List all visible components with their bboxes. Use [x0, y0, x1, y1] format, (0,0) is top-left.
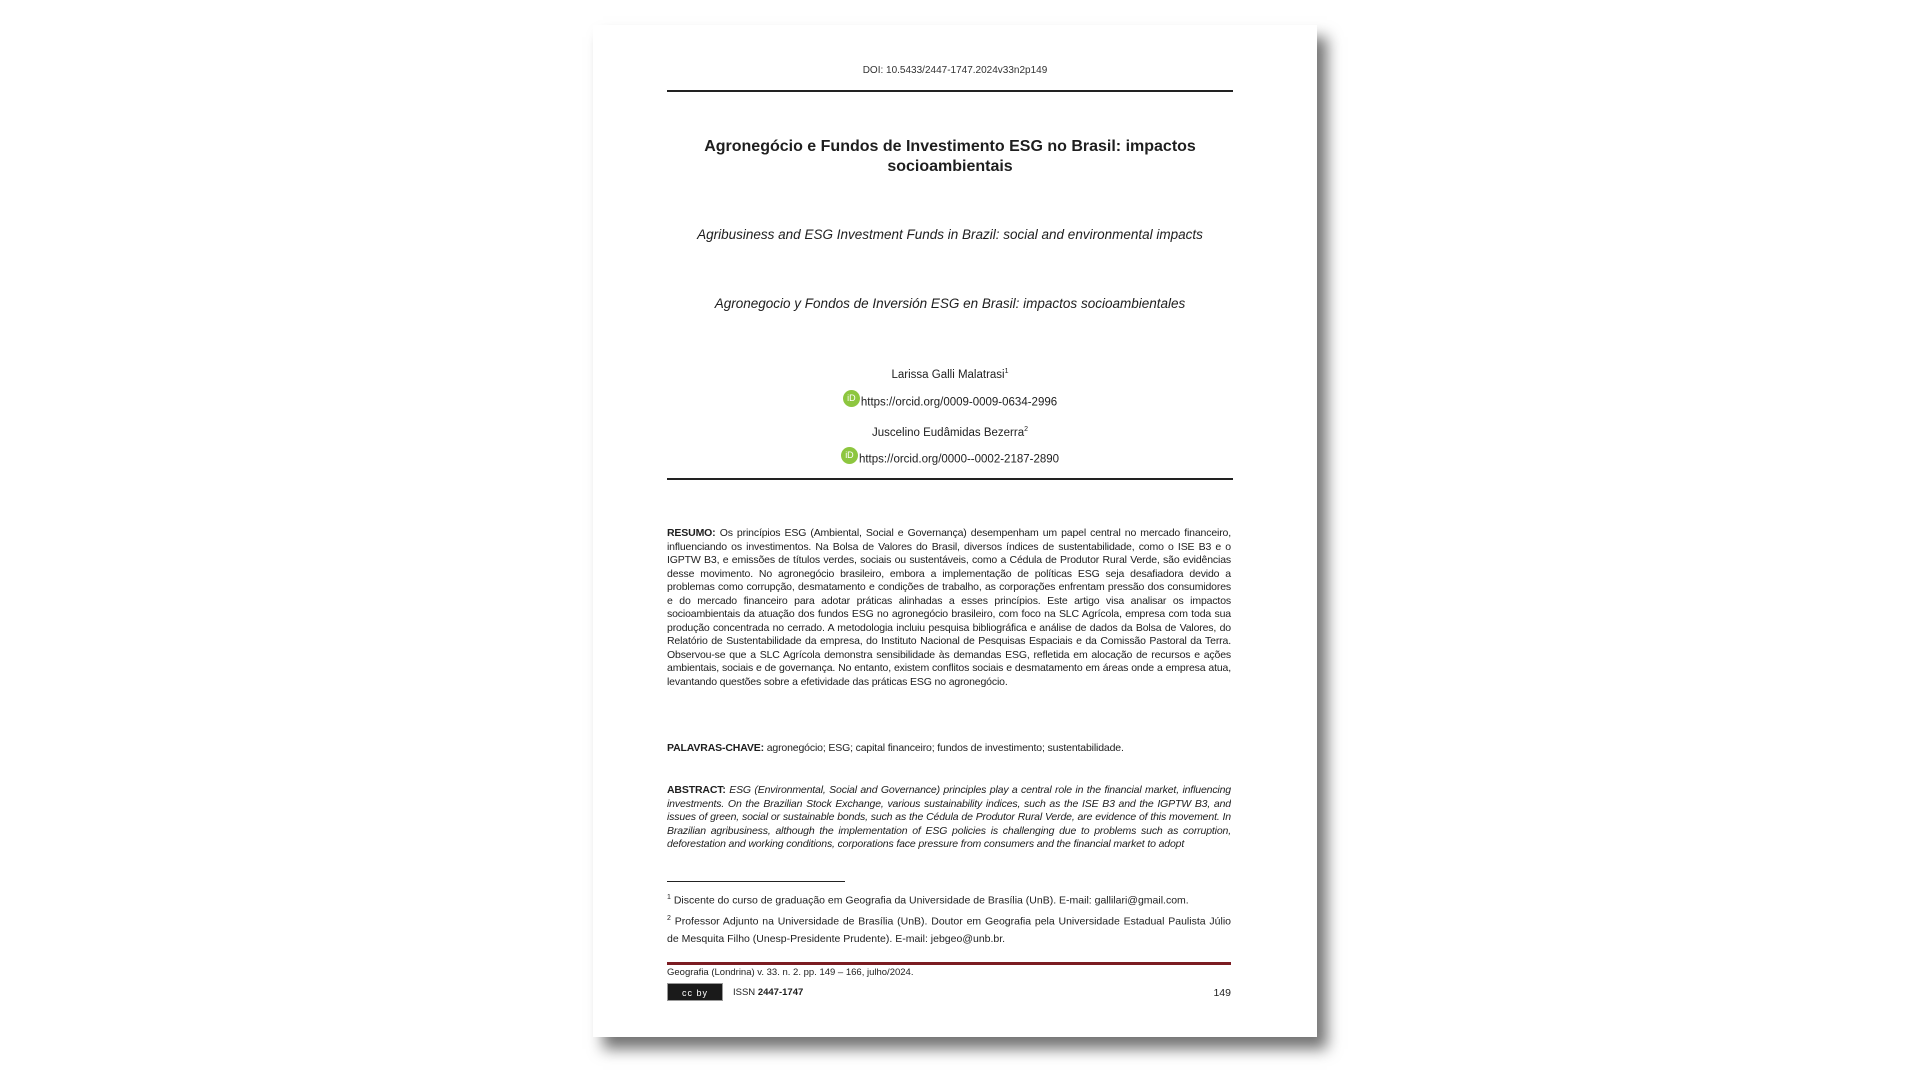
orcid-link[interactable]: https://orcid.org/0009-0009-0634-2996 [860, 396, 1058, 409]
footnote-1 [667, 889, 1231, 910]
author-name [667, 426, 1233, 439]
title-portuguese: Agronegócio e Fundos de Investimento ESG no Brasil: impactos socioambientais [704, 138, 1196, 175]
cc-license-icon[interactable]: cc by [667, 983, 723, 1001]
issn [733, 987, 803, 998]
title-english: Agribusiness and ESG Investment Funds in Brazil: social and environmental impacts [697, 227, 1203, 242]
abstract-label: ABSTRACT: [667, 784, 726, 796]
orcid-row [667, 394, 1233, 411]
keywords-paragraph [667, 742, 1231, 756]
footnote-rule [667, 881, 845, 882]
resumo-label: RESUMO: [667, 527, 716, 539]
orcid-link[interactable]: https://orcid.org/0000--0002-2187-2890 [858, 453, 1060, 466]
pdf-page [593, 25, 1317, 1037]
author-name-text: Larissa Galli Malatrasi [891, 368, 1005, 381]
abstract-paragraph [667, 784, 1231, 864]
footnote-mark: 1 [667, 894, 671, 901]
title-spanish: Agronegocio y Fondos de Inversión ESG en Brasil: impactos socioambientales [714, 296, 1186, 311]
keywords-text: agronegócio; ESG; capital financeiro; fundos de investimento; sustentabilidade. [766, 742, 1124, 754]
author-footnote-mark: 1 [1004, 368, 1009, 375]
resumo-text: Os princípios ESG (Ambiental, Social e Governança) desempenham um papel central no mercado financeiro, influenciando os investimentos. Na Bolsa de Valores do Brasil, diversos índices de sustentabilidade, como o ISE B3 e o IGPTW B3, e emissões de títulos verdes, sociais ou sustentáveis, como a Cédula de Produtor Rural Verde, são evidências desse movimento. No agronegócio brasileiro, embora a implementação de políticas ESG seja desafiadora devido a problemas como corrupção, desmatamento e condições de trabalho, as corporações enfrentam pressão dos consumidores e do mercado financeiro para adotar práticas alinhadas a esses princípios. Este artigo visa analisar os impactos socioambientais da atuação dos fundos ESG no agronegócio brasileiro, com foco na SLC Agrícola, empresa com toda sua produção concentrada no cerrado. A metodologia incluiu pesquisa bibliográfica e análise de dados da Bolsa de Valores, do Relatório de Sustentabilidade da empresa, do Instituto Nacional de Pesquisas Espaciais e da Comissão Pastoral da Terra. Observou-se que a SLC Agrícola demonstra sensibilidade às demandas ESG, refletida em alocação de recursos e ações ambientais, sociais e de governança. No entanto, existem conflitos sociais e desmatamento em áreas onde a empresa atua, levantando questões sobre a efetividade das práticas ESG no agronegócio. [667, 527, 1231, 688]
journal-citation: Geografia (Londrina) v. 33. n. 2. pp. 149 – 166, julho/2024. [667, 967, 914, 978]
footnotes [667, 889, 1231, 949]
author-footnote-mark: 2 [1024, 426, 1029, 433]
abstract-text: ESG (Environmental, Social and Governance) principles play a central role in the financial market, influencing investments. On the Brazilian Stock Exchange, various sustainability indices, such as the ISE B3 and the IGPTW B3, and issues of green, social or sustainable bonds, such as the Cédula de Produtor Rural Verde, are evidence of this movement. In Brazilian agribusiness, although the implementation of ESG policies is challenging due to problems such as corruption, deforestation and working conditions, corporations face pressure from consumers and the financial market to adopt [667, 784, 1231, 850]
author-name-text: Juscelino Eudâmidas Bezerra [871, 426, 1025, 439]
footnote-text: Professor Adjunto na Universidade de Brasília (UnB). Doutor em Geografia pela Universidade Estadual Paulista Júlio de Mesquita Filho (Unesp-Presidente Prudente). E-mail: jebgeo@unb.br. [667, 915, 1231, 945]
footnote-text: Discente do curso de graduação em Geografia da Universidade de Brasília (UnB). E-mail: gallilari@gmail.com. [673, 894, 1189, 907]
authors-bottom-rule [667, 478, 1233, 480]
doi-text[interactable]: DOI: 10.5433/2447-1747.2024v33n2p149 [862, 65, 1048, 76]
resumo-paragraph [667, 527, 1231, 689]
author-name [667, 368, 1233, 381]
footnote-mark: 2 [667, 915, 671, 922]
page-number: 149 [1213, 987, 1231, 999]
abstract-clip [667, 784, 1231, 864]
top-rule [667, 90, 1233, 92]
footnote-2 [667, 910, 1231, 949]
issn-value: 2447-1747 [757, 987, 804, 998]
footer-rule [667, 962, 1231, 965]
orcid-icon[interactable]: iD [841, 447, 858, 464]
issn-label: ISSN [733, 987, 756, 998]
keywords-label: PALAVRAS-CHAVE: [667, 742, 764, 754]
orcid-icon[interactable]: iD [843, 390, 860, 407]
orcid-row [667, 451, 1233, 468]
